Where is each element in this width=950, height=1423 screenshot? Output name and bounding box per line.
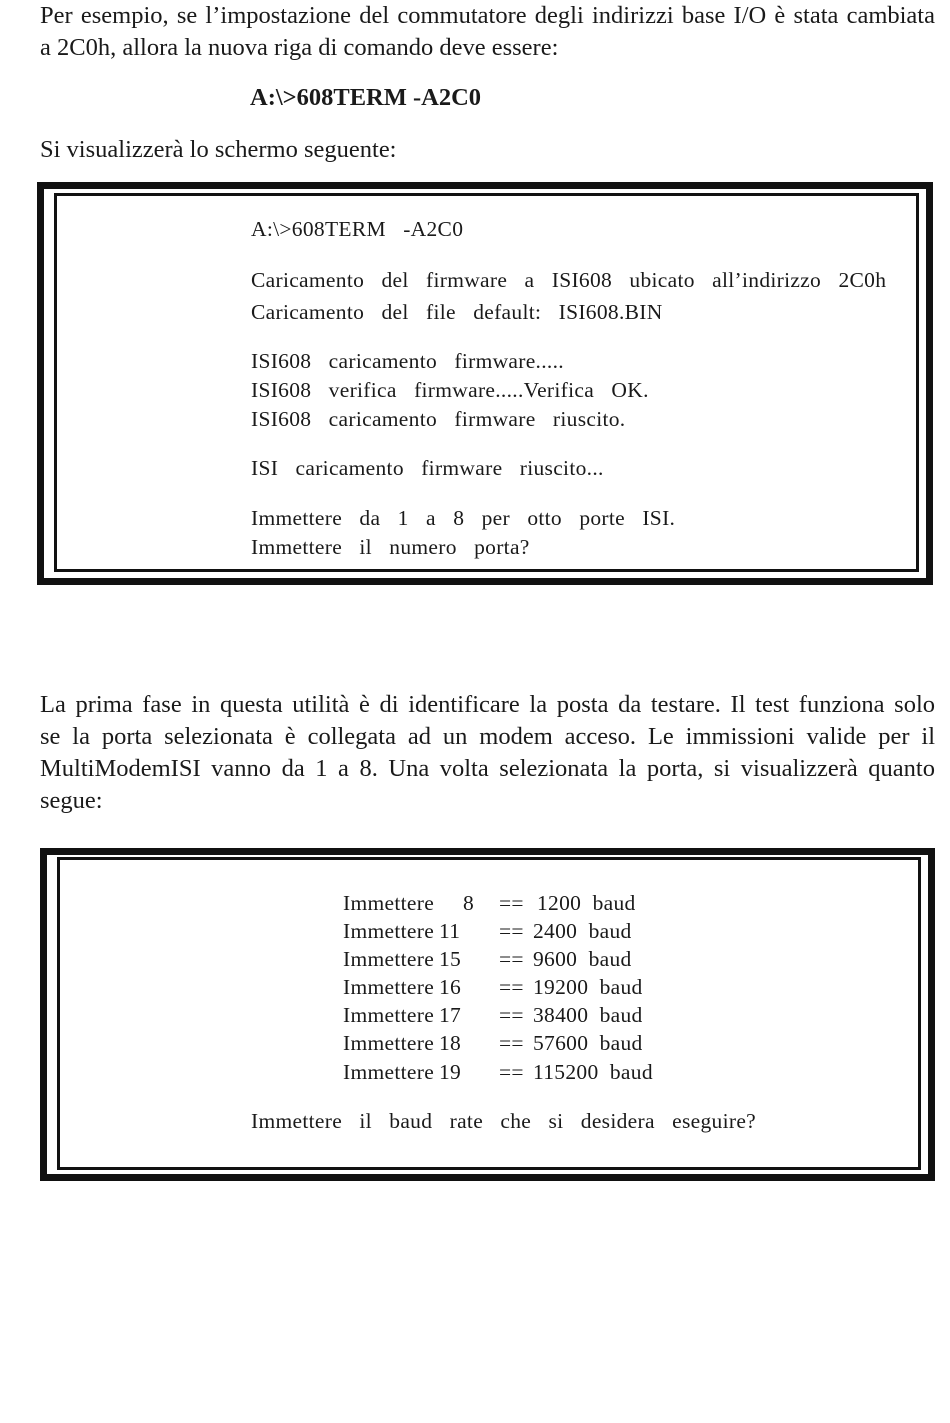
baud-row	[343, 1029, 643, 1057]
baud-row	[343, 1001, 643, 1029]
baud-row-equals: ==	[499, 975, 524, 999]
baud-row-rate: 38400	[533, 1003, 589, 1027]
baud-row-number: 17	[439, 1003, 462, 1027]
baud-row-number: 18	[439, 1031, 462, 1055]
baud-row	[343, 917, 632, 945]
baud-rate-prompt: Immettere il baud rate che si desidera eseguire?	[251, 1109, 757, 1133]
middle-line-1: La prima fase in questa utilità è di identificare la posta da testare. Il test funziona solo	[40, 691, 935, 718]
baud-row-number: 16	[439, 975, 462, 999]
screen1-line-isi608-success: ISI608 caricamento firmware riuscito.	[251, 407, 626, 431]
baud-row-rate: 19200	[533, 975, 589, 999]
middle-line-2: se la porta selezionata è collegata ad un modem acceso. Le immissioni valide per il	[40, 723, 935, 750]
intro-line-1: Per esempio, se l’impostazione del commutatore degli indirizzi base I/O è stata cambiata	[40, 2, 935, 29]
baud-row-equals: ==	[499, 1031, 524, 1055]
screen1-line-isi-success: ISI caricamento firmware riuscito...	[251, 456, 604, 480]
screen-intro-text: Si visualizzerà lo schermo seguente:	[40, 136, 397, 163]
baud-row-label: Immettere	[343, 1003, 435, 1027]
baud-row	[343, 889, 636, 917]
baud-row-equals: ==	[499, 919, 524, 943]
baud-row-label: Immettere	[343, 1031, 435, 1055]
command-line: A:\>608TERM -A2C0	[250, 84, 482, 111]
baud-row-rate: 1200	[537, 891, 582, 915]
screen1-line-isi608-loading: ISI608 caricamento firmware.....	[251, 349, 564, 373]
screen1-line-command: A:\>608TERM -A2C0	[251, 217, 464, 241]
baud-row-rate: 57600	[533, 1031, 589, 1055]
baud-row-unit: baud	[599, 975, 643, 999]
screen-intro	[40, 134, 935, 166]
baud-row-rate: 9600	[533, 947, 578, 971]
baud-row-equals: ==	[499, 1003, 524, 1027]
baud-row-equals: ==	[499, 947, 524, 971]
baud-row-equals: ==	[499, 1060, 524, 1084]
baud-row-unit: baud	[588, 947, 632, 971]
screen1-line-loading-firmware: Caricamento del firmware a ISI608 ubicato all’indirizzo 2C0h	[251, 268, 887, 292]
screen1-line-loading-file: Caricamento del file default: ISI608.BIN	[251, 300, 663, 324]
baud-row-rate: 115200	[533, 1060, 599, 1084]
baud-row-unit: baud	[599, 1003, 643, 1027]
baud-row	[343, 1058, 653, 1086]
middle-paragraph	[40, 689, 935, 817]
baud-row-number: 19	[439, 1060, 462, 1084]
baud-row-number: 15	[439, 947, 462, 971]
baud-row-number: 11	[439, 919, 461, 943]
screen1-line-enter-range: Immettere da 1 a 8 per otto porte ISI.	[251, 506, 676, 530]
baud-row-number: 8	[463, 891, 475, 915]
baud-row-label: Immettere	[343, 1060, 435, 1084]
intro-paragraph	[40, 0, 935, 64]
baud-row	[343, 973, 643, 1001]
baud-row-label: Immettere	[343, 919, 435, 943]
screen1-line-port-prompt: Immettere il numero porta?	[251, 535, 530, 559]
baud-row-equals: ==	[499, 891, 524, 915]
baud-row	[343, 945, 632, 973]
baud-row-unit: baud	[588, 919, 632, 943]
baud-row-label: Immettere	[343, 891, 435, 915]
baud-row-label: Immettere	[343, 975, 435, 999]
middle-line-4: segue:	[40, 787, 103, 814]
baud-row-unit: baud	[599, 1031, 643, 1055]
screen1-line-isi608-verify: ISI608 verifica firmware.....Verifica OK.	[251, 378, 649, 402]
baud-row-unit: baud	[592, 891, 636, 915]
baud-row-unit: baud	[609, 1060, 653, 1084]
baud-row-label: Immettere	[343, 947, 435, 971]
intro-line-2: a 2C0h, allora la nuova riga di comando deve essere:	[40, 34, 559, 61]
middle-line-3: MultiModemISI vanno da 1 a 8. Una volta selezionata la porta, si visualizzerà quanto	[40, 755, 935, 782]
baud-row-rate: 2400	[533, 919, 578, 943]
